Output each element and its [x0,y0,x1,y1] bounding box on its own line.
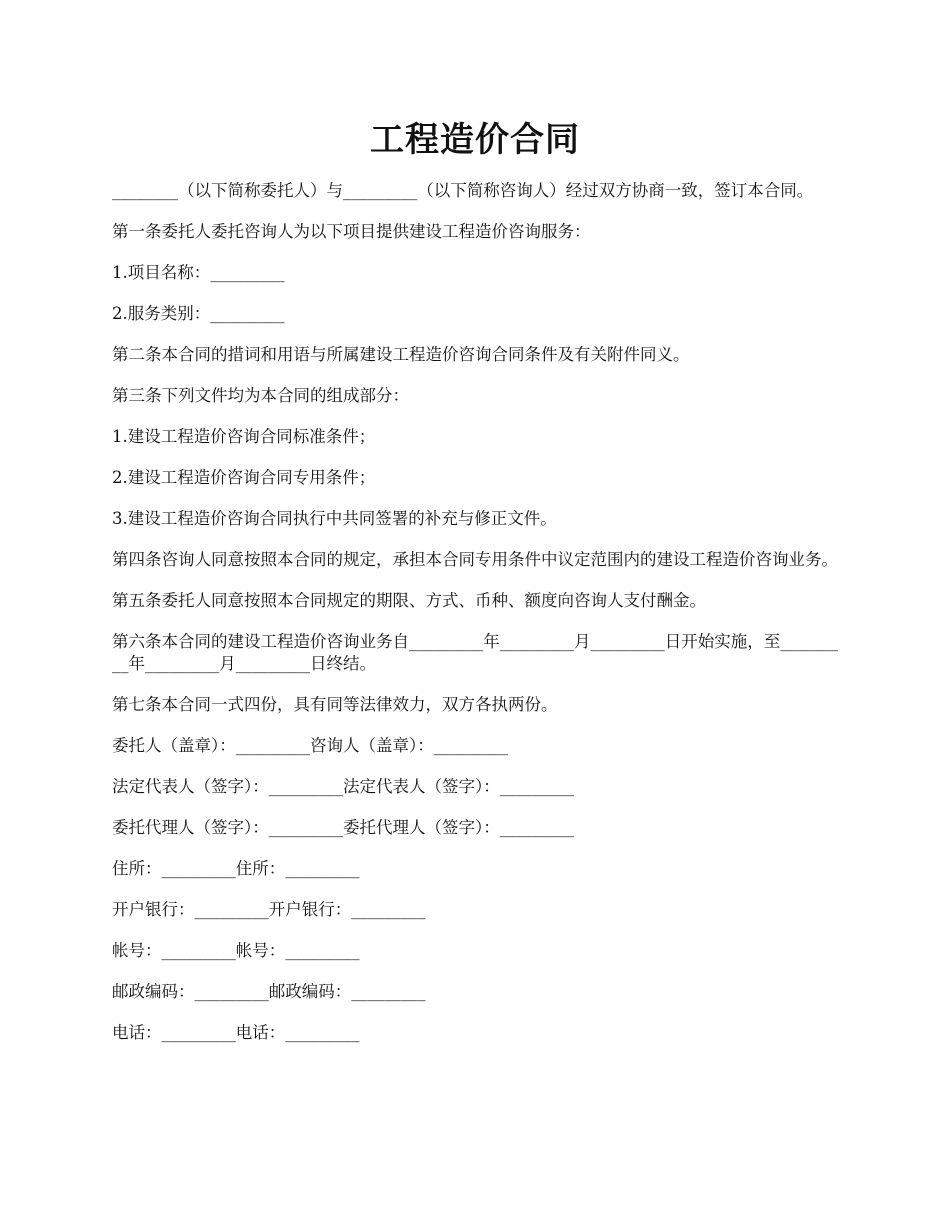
phone-line: 电话：_________电话：_________ [112,1023,360,1042]
article-4: 第四条咨询人同意按照本合同的规定，承担本合同专用条件中议定范围内的建设工程造价咨询业务。 [112,550,838,569]
article-6: 第六条本合同的建设工程造价咨询业务自_________年_________月_________日开始实施，至_________年_________月_________日终结。 [112,632,838,673]
agent-line: 委托代理人（签字）：_________委托代理人（签字）：_________ [112,818,574,837]
document-item-3: 3.建设工程造价咨询合同执行中共同签署的补充与修正文件。 [112,509,557,528]
document-body [112,180,842,1063]
document-item-2: 2.建设工程造价咨询合同专用条件； [112,468,376,487]
account-line: 帐号：_________帐号：_________ [112,941,360,960]
service-type-line: 2.服务类别：_________ [112,304,285,323]
intro-paragraph: ________（以下简称委托人）与_________（以下简称咨询人）经过双方协商一致，签订本合同。 [112,181,814,200]
article-5: 第五条委托人同意按照本合同规定的期限、方式、币种、额度向咨询人支付酬金。 [112,591,706,610]
legal-rep-line: 法定代表人（签字）：_________法定代表人（签字）：_________ [112,777,574,796]
seal-line: 委托人（盖章）：_________咨询人（盖章）：_________ [112,736,508,755]
article-1: 第一条委托人委托咨询人为以下项目提供建设工程造价咨询服务： [112,222,591,241]
article-3: 第三条下列文件均为本合同的组成部分： [112,386,409,405]
address-line: 住所：_________住所：_________ [112,859,360,878]
document-title: 工程造价合同 [370,120,580,160]
document-item-1: 1.建设工程造价咨询合同标准条件； [112,427,376,446]
postcode-line: 邮政编码：_________邮政编码：_________ [112,982,426,1001]
bank-line: 开户银行：_________开户银行：_________ [112,900,426,919]
article-7: 第七条本合同一式四份，具有同等法律效力，双方各执两份。 [112,695,558,714]
article-2: 第二条本合同的措词和用语与所属建设工程造价咨询合同条件及有关附件同义。 [112,345,690,364]
project-name-line: 1.项目名称：_________ [112,263,285,282]
